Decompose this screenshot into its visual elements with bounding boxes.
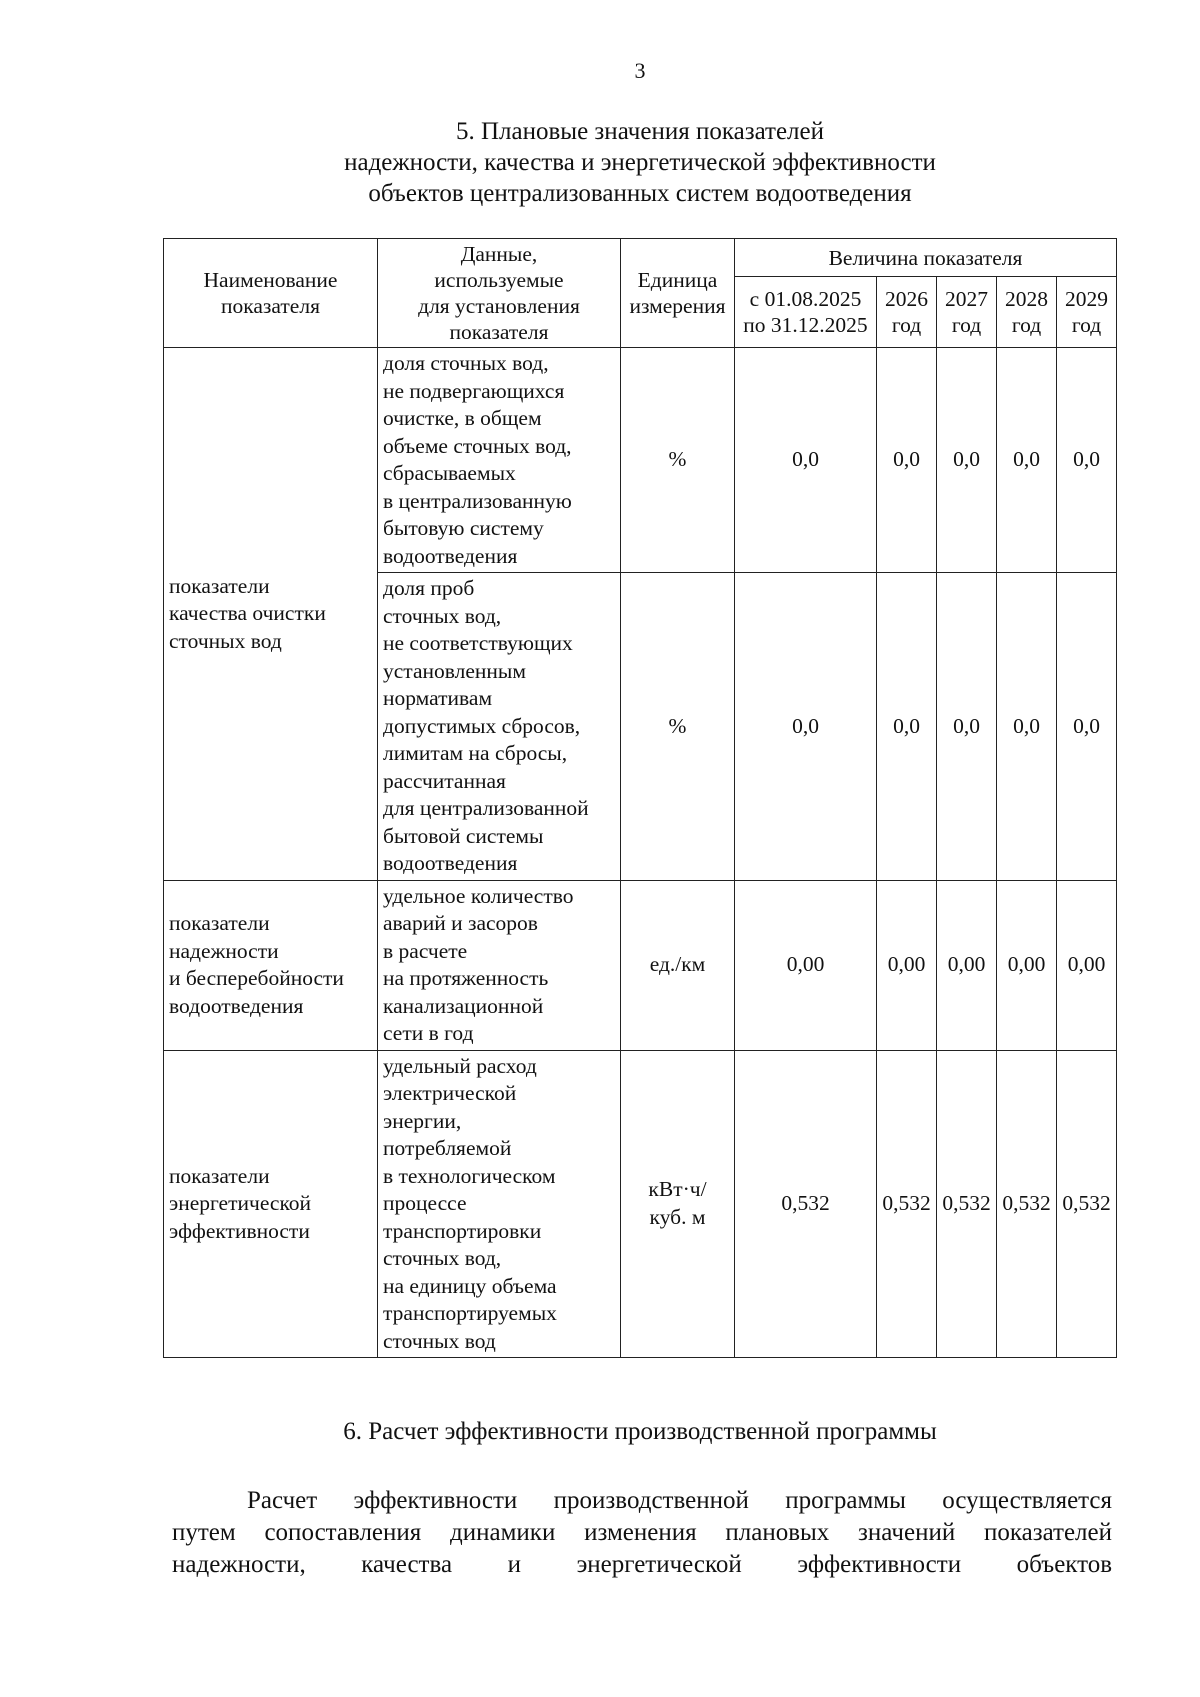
indicator-value: 0,0: [1057, 573, 1117, 881]
table-row: [164, 348, 1117, 573]
indicator-value: 0,0: [997, 348, 1057, 573]
indicator-value: 0,0: [877, 573, 937, 881]
title-line: надежности, качества и энергетической эффективности: [344, 149, 936, 176]
header-unit: Единица измерения: [621, 239, 735, 348]
indicator-value: 0,0: [1057, 348, 1117, 573]
indicator-value: 0,532: [1057, 1050, 1117, 1358]
section-6-title: 6. Расчет эффективности производственной программы: [343, 1418, 937, 1445]
header-period: 2029 год: [1057, 277, 1117, 348]
indicator-source-data: удельное количество аварий и засоров в расчете на протяженность канализационной сети в год: [378, 880, 621, 1050]
header-period: с 01.08.2025 по 31.12.2025: [735, 277, 877, 348]
header-period: 2026 год: [877, 277, 937, 348]
page-number: 3: [634, 58, 646, 83]
section-6-paragraph: [172, 1485, 1112, 1581]
indicator-value: 0,532: [937, 1050, 997, 1358]
indicator-value: 0,00: [997, 880, 1057, 1050]
indicator-unit: %: [621, 348, 735, 573]
indicator-unit: ед./км: [621, 880, 735, 1050]
indicator-value: 0,0: [937, 573, 997, 881]
indicator-value: 0,532: [735, 1050, 877, 1358]
indicator-value: 0,00: [1057, 880, 1117, 1050]
section-5-title: [160, 116, 1120, 209]
table-row: [164, 880, 1117, 1050]
header-value-group: Величина показателя: [735, 239, 1117, 277]
paragraph-line: Расчет эффективности производственной программы осуществляется: [247, 1487, 1112, 1514]
title-line: 5. Плановые значения показателей: [455, 118, 825, 145]
indicator-group-name: показатели качества очистки сточных вод: [164, 348, 378, 881]
indicator-source-data: удельный расход электрической энергии, потребляемой в технологическом процессе транспортировки сточных вод, на единицу объема транспортируемых сточных вод: [378, 1050, 621, 1358]
indicator-group-name: показатели энергетической эффективности: [164, 1050, 378, 1358]
indicator-value: 0,0: [877, 348, 937, 573]
paragraph-line: путем сопоставления динамики изменения плановых значений показателей: [172, 1519, 1112, 1546]
indicator-value: 0,00: [735, 880, 877, 1050]
header-indicator-name: Наименование показателя: [164, 239, 378, 348]
paragraph-line: надежности, качества и энергетической эффективности объектов: [172, 1551, 1112, 1578]
indicator-value: 0,532: [877, 1050, 937, 1358]
indicator-unit: %: [621, 573, 735, 881]
indicator-unit: кВт·ч/ куб. м: [621, 1050, 735, 1358]
title-line: объектов централизованных систем водоотведения: [368, 180, 912, 207]
header-source-data: Данные, используемые для установления показателя: [378, 239, 621, 348]
table-row: [164, 1050, 1117, 1358]
indicator-source-data: доля сточных вод, не подвергающихся очистке, в общем объеме сточных вод, сбрасываемых в централизованную бытовую систему водоотведения: [378, 348, 621, 573]
indicators-table: [163, 238, 1117, 1358]
indicator-value: 0,0: [735, 573, 877, 881]
indicator-group-name: показатели надежности и бесперебойности водоотведения: [164, 880, 378, 1050]
indicator-value: 0,00: [877, 880, 937, 1050]
indicator-source-data: доля проб сточных вод, не соответствующих установленным нормативам допустимых сбросов, лимитам на сбросы, рассчитанная для централизованной бытовой системы водоотведения: [378, 573, 621, 881]
indicator-value: 0,532: [997, 1050, 1057, 1358]
indicator-value: 0,00: [937, 880, 997, 1050]
header-period: 2027 год: [937, 277, 997, 348]
indicator-value: 0,0: [997, 573, 1057, 881]
indicator-value: 0,0: [735, 348, 877, 573]
header-period: 2028 год: [997, 277, 1057, 348]
indicator-value: 0,0: [937, 348, 997, 573]
